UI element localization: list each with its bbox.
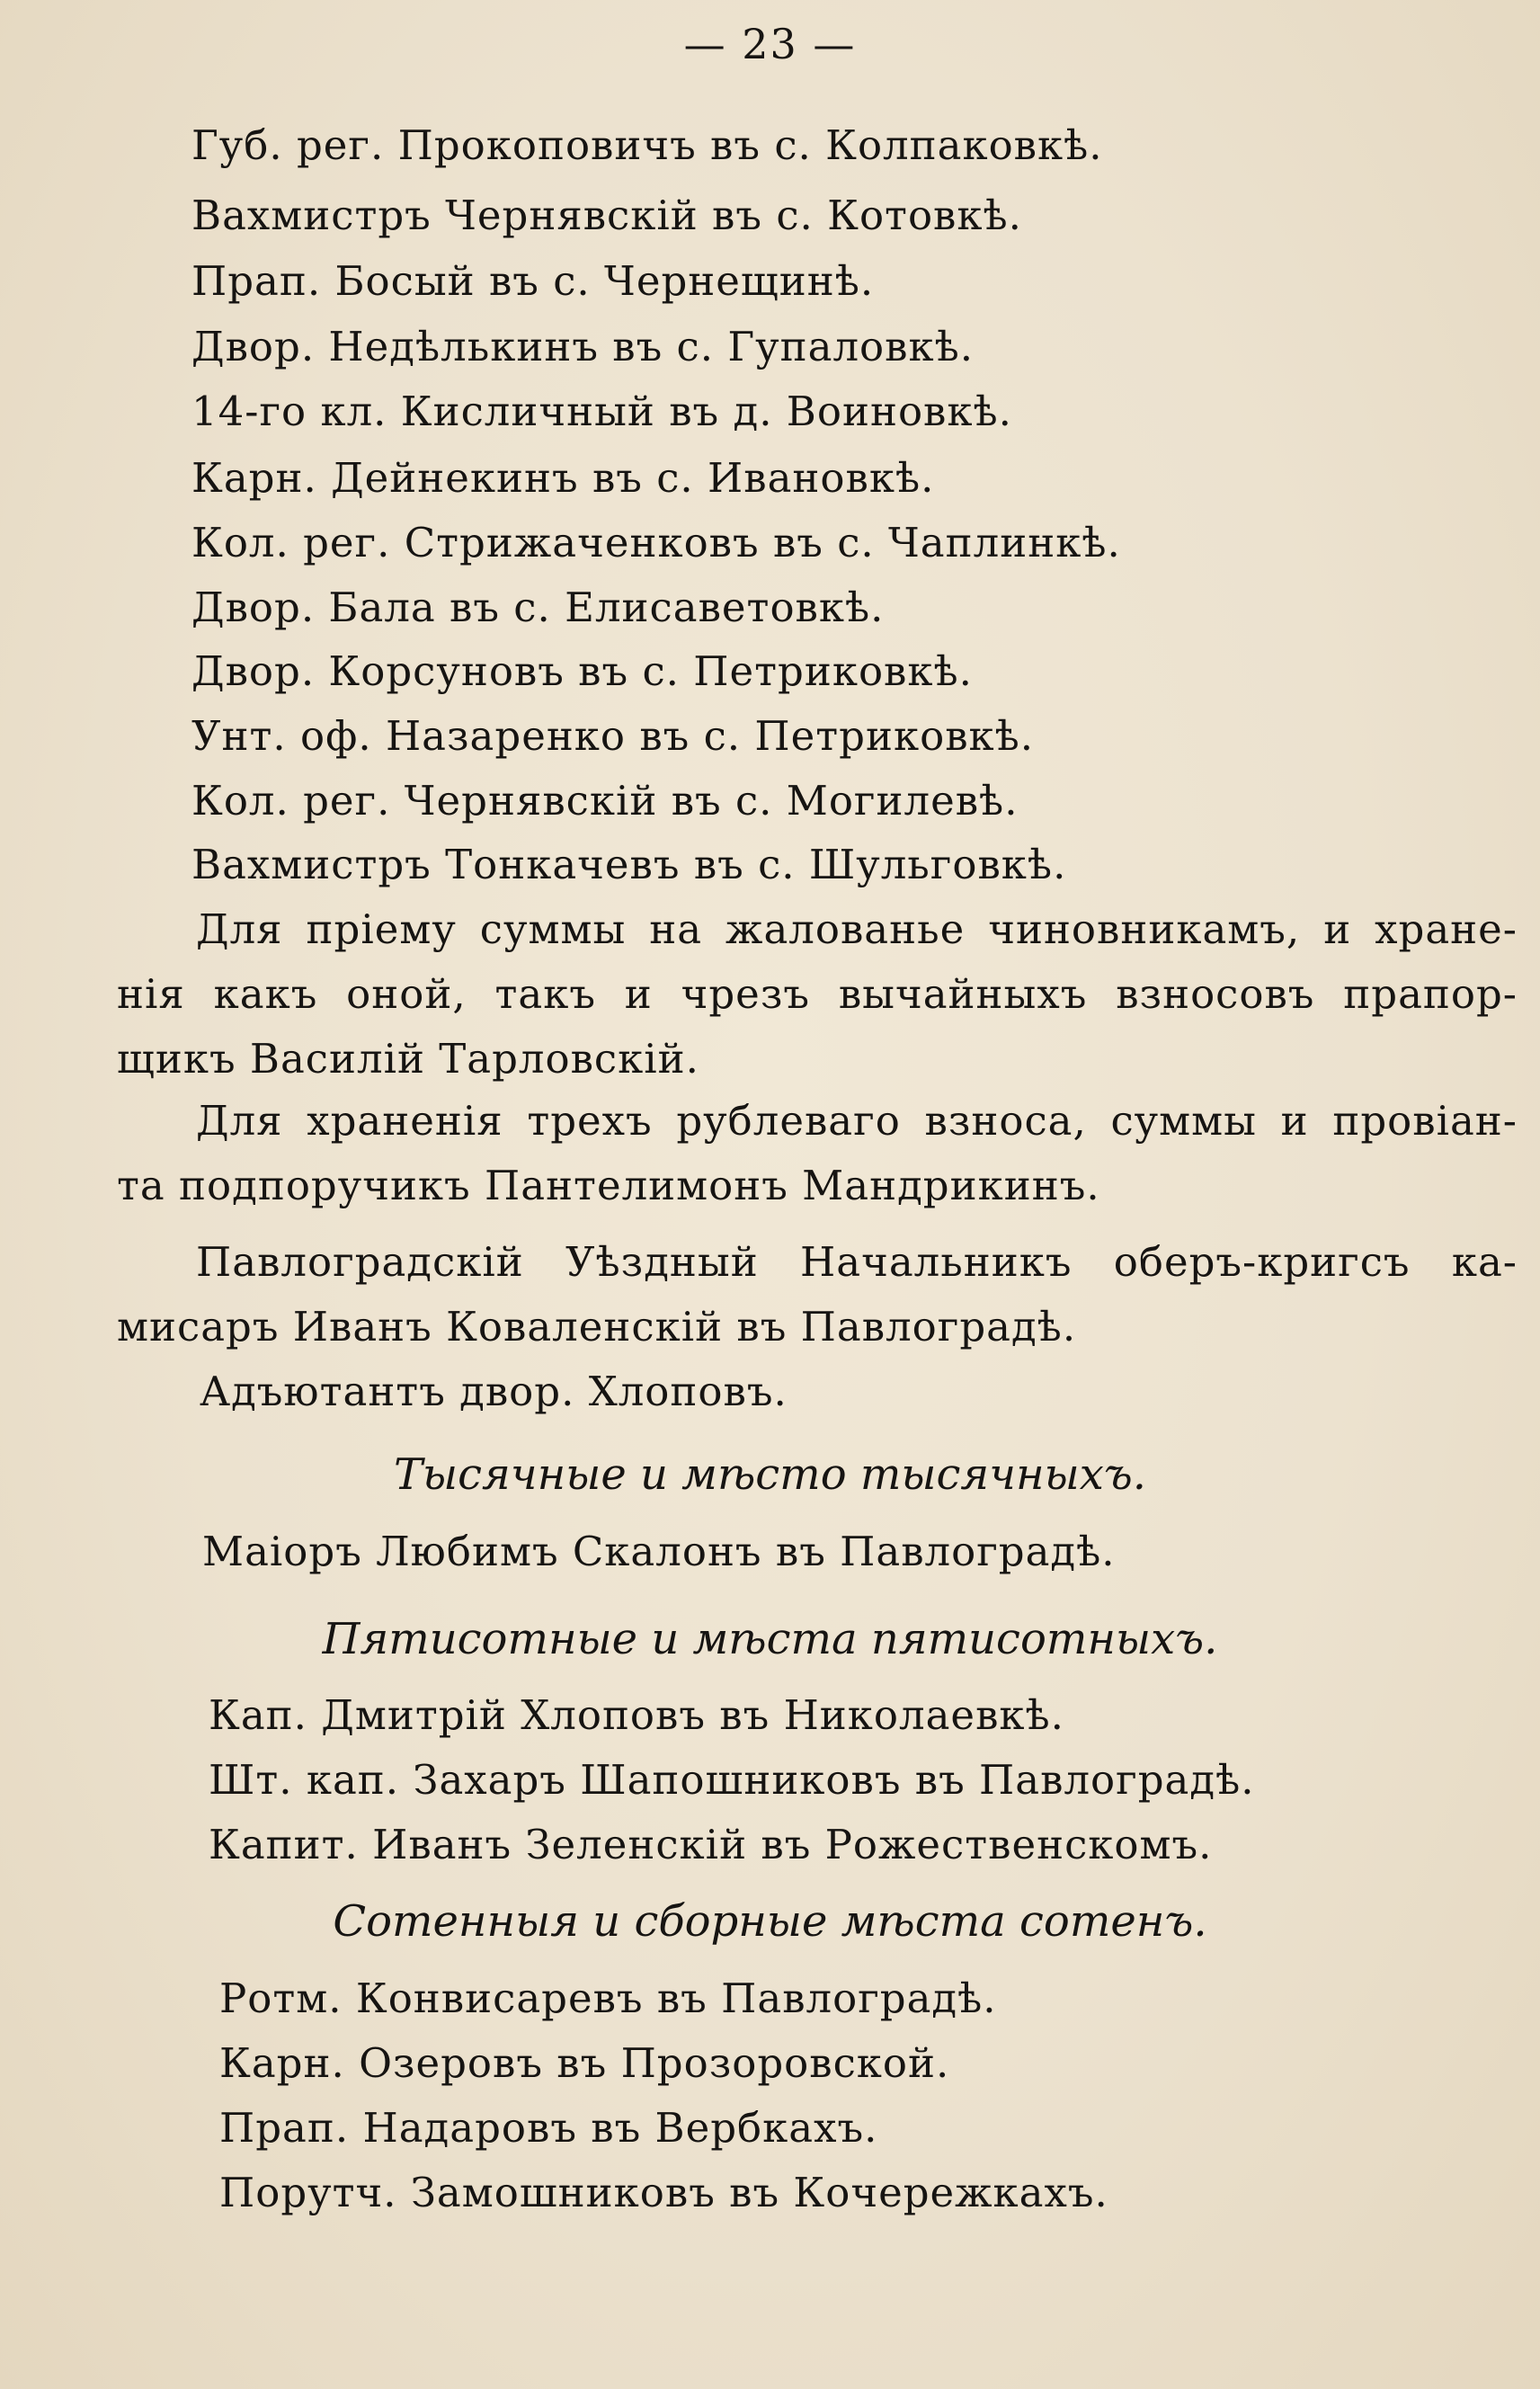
entry-line: 14-го кл. Кисличный въ д. Воиновкѣ. <box>191 388 1012 435</box>
entry-line: Вахмистръ Чернявскій въ с. Котовкѣ. <box>191 192 1022 239</box>
entry-line: Двор. Корсуновъ въ с. Петриковкѣ. <box>191 647 973 695</box>
page-number: — 23 — <box>683 20 857 68</box>
entry-line: Капит. Иванъ Зеленскій въ Рожественскомъ. <box>209 1821 1213 1868</box>
entry-line: Прап. Надаровъ въ Вербкахъ. <box>219 2104 878 2152</box>
entry-line: Карн. Озеровъ въ Прозоровской. <box>219 2039 950 2087</box>
paragraph-line: Для храненія трехъ рублеваго взноса, суммы и провіан- <box>196 1097 1518 1145</box>
paragraph-line: Павлоградскій Уѣздный Начальникъ оберъ-кригсъ ка- <box>196 1238 1518 1286</box>
section-heading-thousands: Тысячные и мѣсто тысячныхъ. <box>393 1449 1147 1500</box>
paragraph-line: Для пріему суммы на жалованье чиновникамъ, и хране- <box>196 905 1518 953</box>
paragraph-line: щикъ Василій Тарловскій. <box>117 1035 699 1083</box>
entry-line: Унт. оф. Назаренко въ с. Петриковкѣ. <box>191 712 1035 760</box>
entry-line: Двор. Бала въ с. Елисаветовкѣ. <box>191 584 885 631</box>
paragraph-line: мисаръ Иванъ Коваленскій въ Павлоградѣ. <box>117 1303 1077 1350</box>
entry-line: Ротм. Конвисаревъ въ Павлоградѣ. <box>219 1974 997 2022</box>
adjutant-line: Адъютантъ двор. Хлоповъ. <box>200 1368 788 1415</box>
entry-line: Кол. рег. Чернявскій въ с. Могилевѣ. <box>191 777 1019 825</box>
paragraph-line: та подпоручикъ Пантелимонъ Мандрикинъ. <box>117 1162 1100 1209</box>
entry-line: Двор. Недѣлькинъ въ с. Гупаловкѣ. <box>191 323 975 370</box>
section-heading-hundreds: Сотенныя и сборные мѣста сотенъ. <box>333 1896 1207 1947</box>
entry-line: Шт. кап. Захаръ Шапошниковъ въ Павлоградѣ. <box>209 1756 1255 1804</box>
paragraph-line: нія какъ оной, такъ и чрезъ вычайныхъ взносовъ прапор- <box>117 970 1518 1018</box>
entry-line: Порутч. Замошниковъ въ Кочережкахъ. <box>219 2169 1108 2216</box>
section-heading-five-hundreds: Пятисотные и мѣста пятисотныхъ. <box>322 1614 1218 1664</box>
entry-line: Прап. Босый въ с. Чернещинѣ. <box>191 257 875 305</box>
entry-line: Кол. рег. Стрижаченковъ въ с. Чаплинкѣ. <box>191 519 1121 566</box>
entry-line: Губ. рег. Прокоповичъ въ с. Колпаковкѣ. <box>191 121 1103 169</box>
entry-line: Карн. Дейнекинъ въ с. Ивановкѣ. <box>191 454 935 502</box>
entry-line: Кап. Дмитрій Хлоповъ въ Николаевкѣ. <box>209 1691 1064 1739</box>
entry-line: Маіоръ Любимъ Скалонъ въ Павлоградѣ. <box>202 1528 1116 1575</box>
entry-line: Вахмистръ Тонкачевъ въ с. Шульговкѣ. <box>191 841 1067 888</box>
